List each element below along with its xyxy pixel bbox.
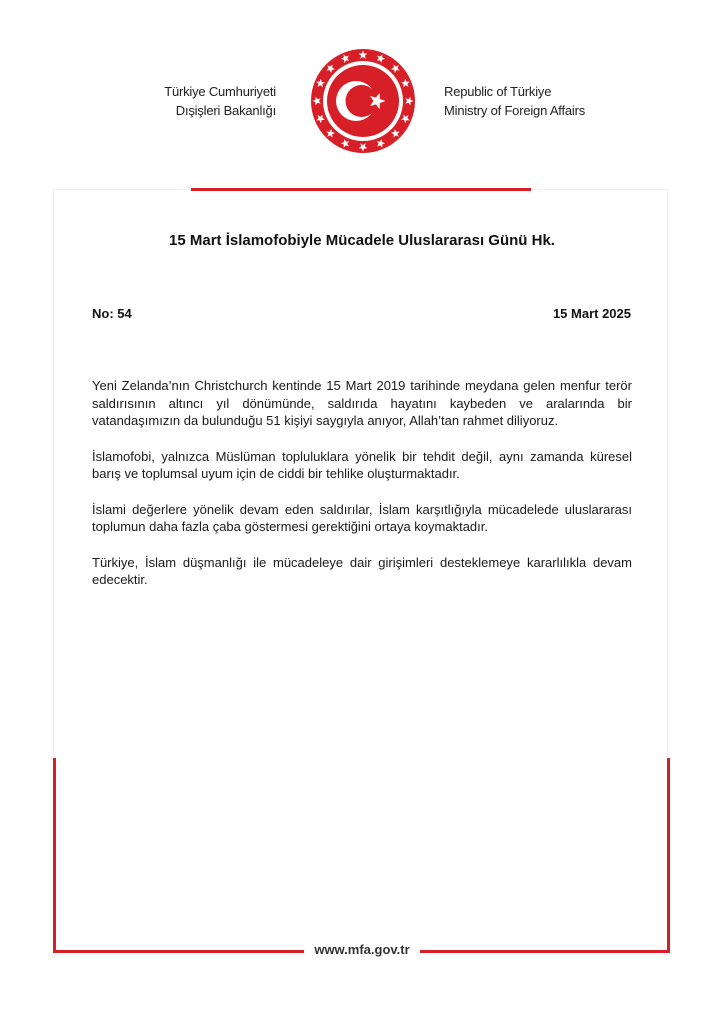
footer-website-link[interactable]: www.mfa.gov.tr xyxy=(304,942,419,957)
ministry-seal-icon xyxy=(299,37,427,165)
frame-right-rule xyxy=(667,758,670,952)
header-english-name xyxy=(444,82,585,120)
frame-top-rule xyxy=(191,188,531,191)
body-paragraph: Türkiye, İslam düşmanlığı ile mücadeleye dair girişimleri desteklemeye kararlılıkla devam edecektir. xyxy=(92,554,632,587)
header-english-line1: Republic of Türkiye xyxy=(444,84,552,99)
document-number: No: 54 xyxy=(92,306,132,321)
body-paragraph: İslamofobi, yalnızca Müslüman topluluklara yönelik bir tehdit değil, aynı zamanda küresel barış ve toplumsal uyum için de ciddi bir tehlike oluşturmaktadır. xyxy=(92,448,632,481)
body-paragraph: İslami değerlere yönelik devam eden saldırılar, İslam karşıtlığıyla mücadelede uluslararası toplumun daha fazla çaba göstermesi gerektiğini ortaya koymaktadır. xyxy=(92,501,632,534)
header-turkish-line1: Türkiye Cumhuriyeti xyxy=(164,84,276,99)
header-turkish-line2: Dışişleri Bakanlığı xyxy=(175,103,276,118)
frame-left-rule xyxy=(53,758,56,952)
body-paragraph: Yeni Zelanda’nın Christchurch kentinde 15 Mart 2019 tarihinde meydana gelen menfur terör saldırısının altıncı yıl dönümünde, saldırıda hayatını kaybeden ve aralarında bir vatandaşımızın da bulunduğu 51 kişiyi saygıyla anıyor, Allah’tan rahmet diliyoruz. xyxy=(92,378,632,428)
document-date: 15 Mart 2025 xyxy=(552,306,631,321)
header-turkish-name xyxy=(164,82,276,120)
footer-website xyxy=(0,942,724,957)
header-english-line2: Ministry of Foreign Affairs xyxy=(444,103,586,118)
document-body xyxy=(92,377,632,607)
document-title: 15 Mart İslamofobiyle Mücadele Uluslararası Günü Hk. xyxy=(169,232,555,249)
